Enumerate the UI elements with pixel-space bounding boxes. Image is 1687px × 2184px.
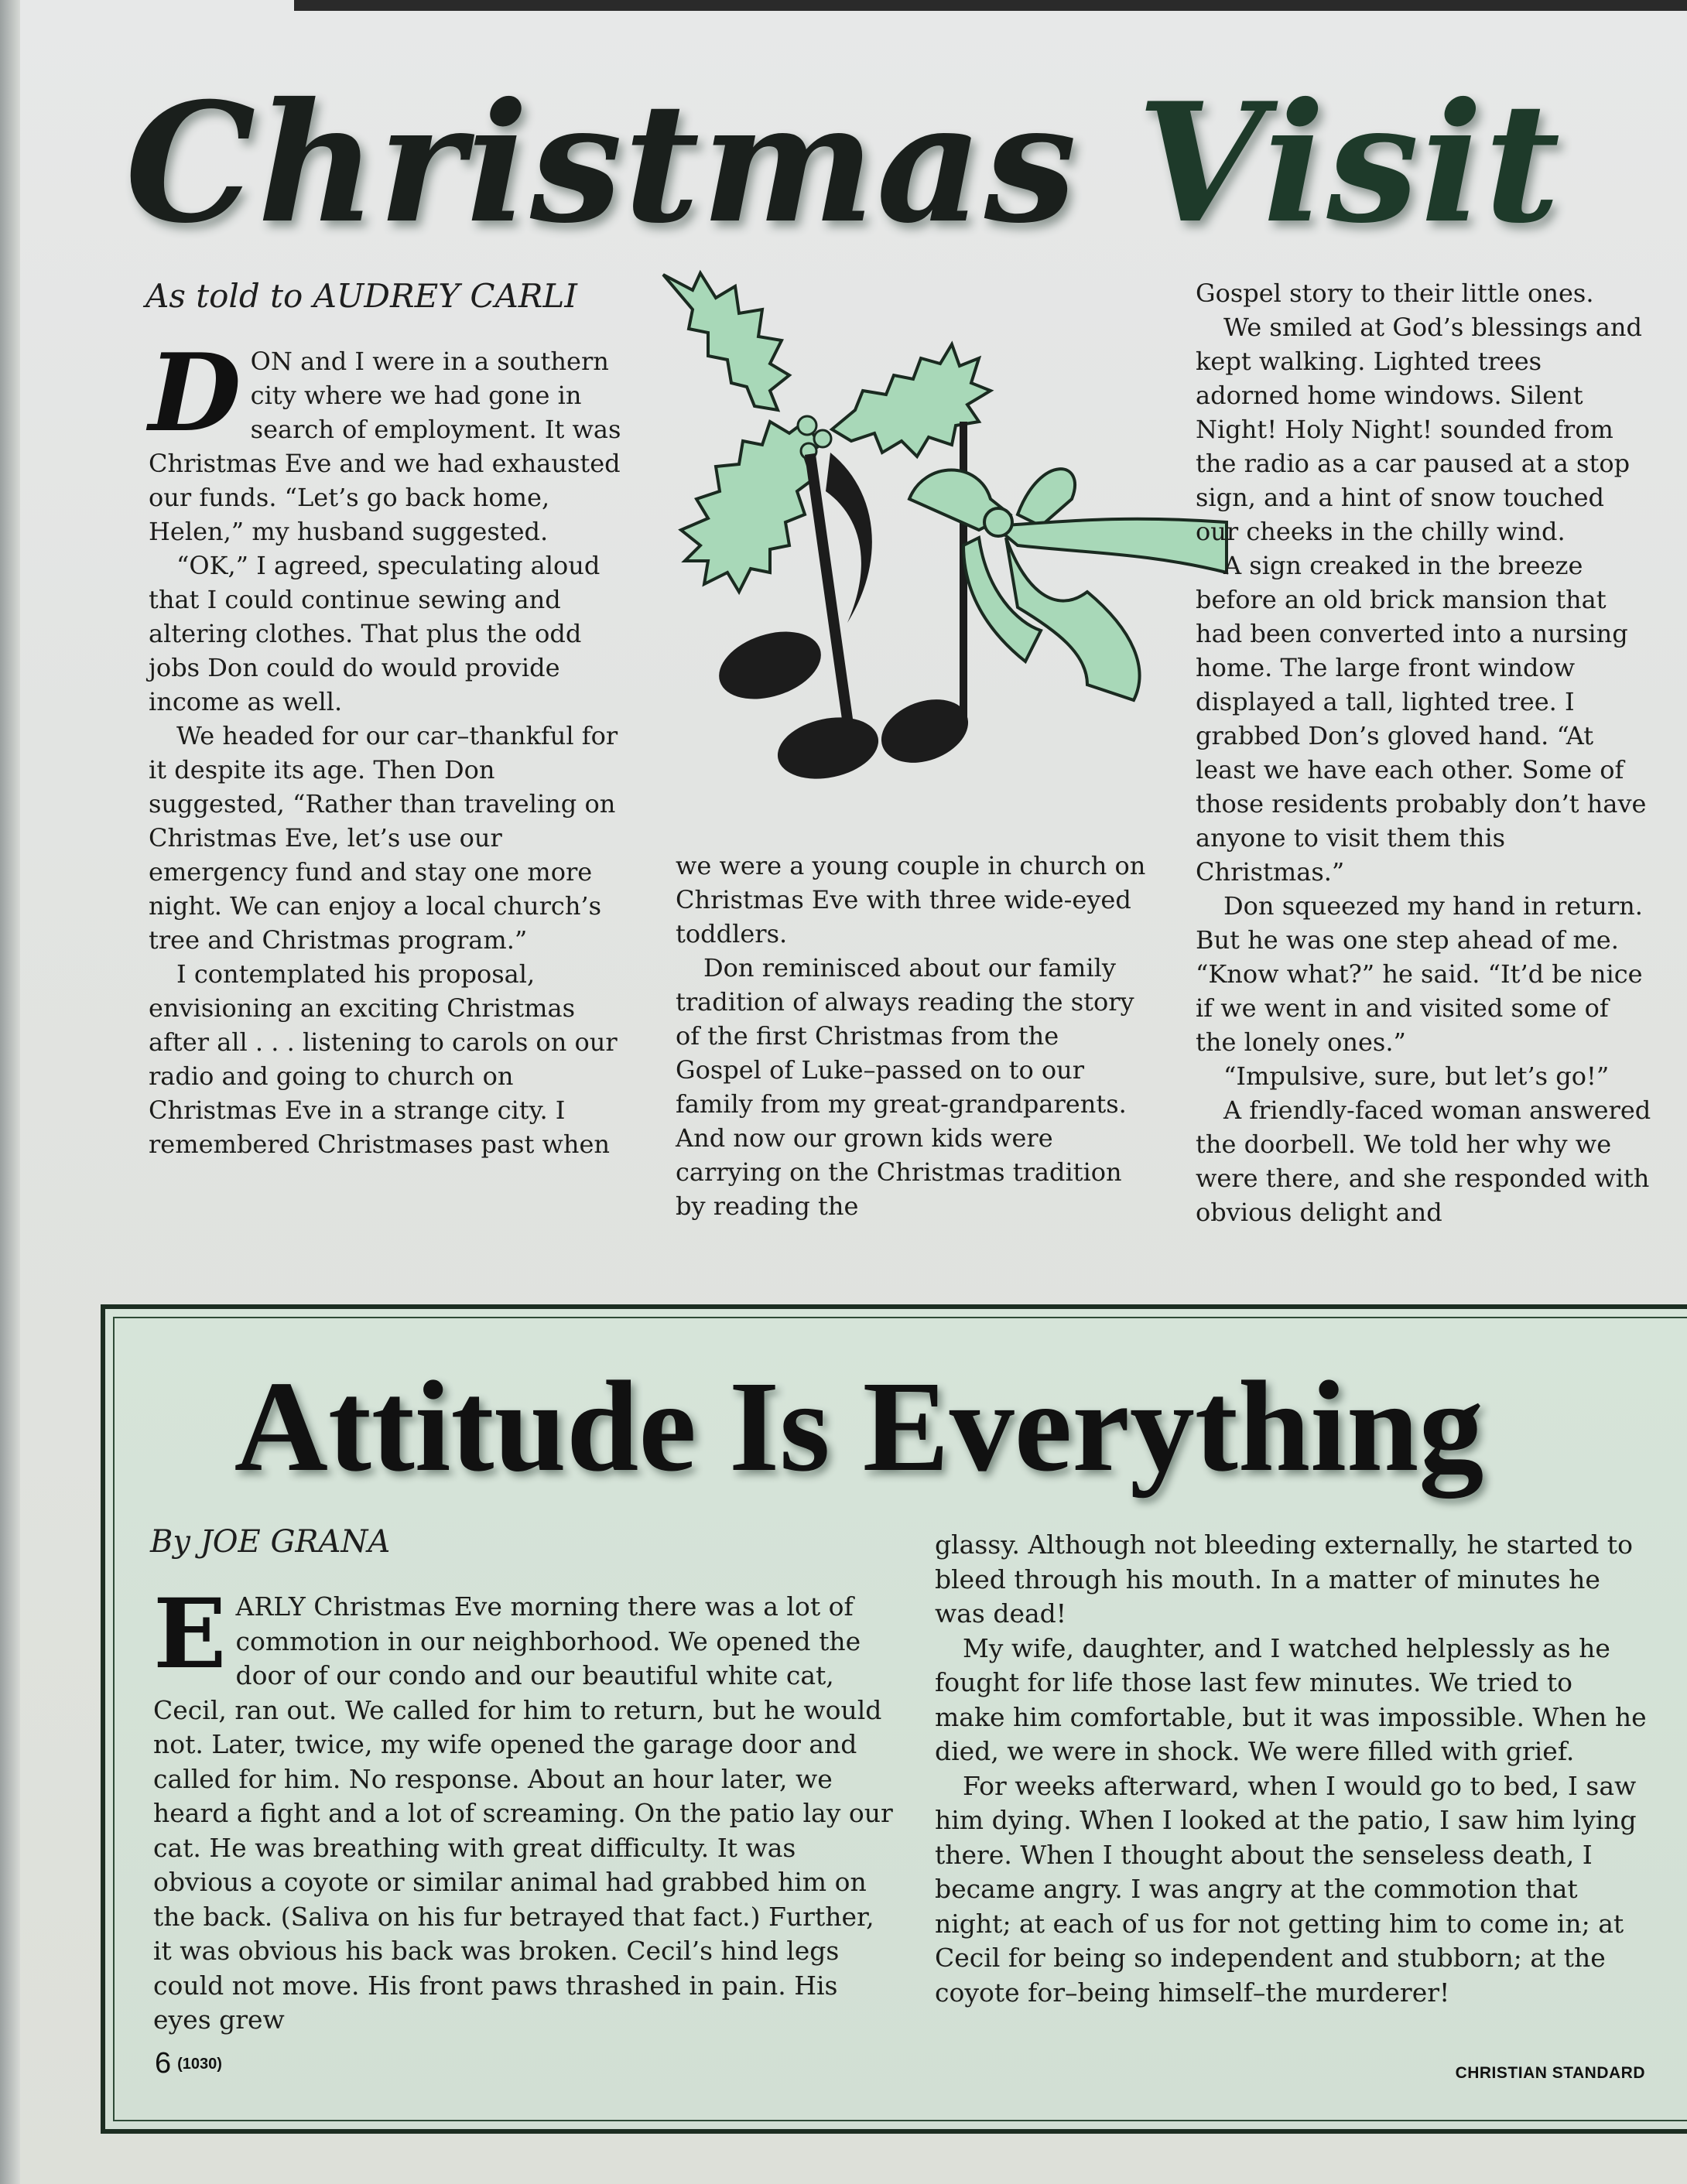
story1-para-9: A sign creaked in the breeze before an old brick mansion that had been converted into a nursing home. The large front window displayed a tall, lighted tree. I grabbed Don’s gloved hand. “At least we have each other. Some of those residents probably don’t have anyone to visit them this Christmas.” <box>1196 551 1647 887</box>
story1-para-6: Don reminisced about our family tradition of always reading the story of the first Christmas from the Gospel of Luke–passed on to our family from my great-grandparents. And now our grown kids were carrying on the Christmas tradition by reading the <box>676 953 1134 1221</box>
page-binding-edge <box>0 0 20 2184</box>
story2-para-2: glassy. Although not bleeding externally, he started to bleed through his mouth. In a matter of minutes he was dead! <box>935 1529 1633 1629</box>
story2-dropcap: E <box>153 1578 227 1690</box>
story1-para-3: We headed for our car–thankful for it despite its age. Then Don suggested, “Rather than traveling on Christmas Eve, let’s use our emergency fund and stay one more night. We can enjoy a local church’s tree and Christmas program.” <box>149 721 618 955</box>
story2-byline: By JOE GRANA <box>150 1524 391 1560</box>
story2-para-1: EARLY Christmas Eve morning there was a lot of commotion in our neighborhood. We opened the door of our condo and our beautiful white cat, Cecil, ran out. We called for him to return, but he would not. Later, twice, my wife opened the garage door and called for him. No response. About an hour later, we heard a fight and a lot of screaming. On the patio lay our cat. He was breathing with great difficulty. It was obvious a coyote or similar animal had grabbed him on the back. (Saliva on his fur betrayed that fact.) Further, it was obvious his back was broken. Cecil’s hind legs could not move. His front paws thrashed in pain. His eyes grew <box>153 1578 893 2035</box>
ribbon-bow-icon <box>909 469 1227 700</box>
story1-title <box>0 67 1687 259</box>
issue-page-number: (1030) <box>177 2056 222 2073</box>
publication-name: CHRISTIAN STANDARD <box>1455 2064 1645 2082</box>
story1-para-7: Gospel story to their little ones. <box>1196 279 1594 308</box>
story1-para-11: “Impulsive, sure, but let’s go!” <box>1223 1061 1610 1091</box>
story1-para-4: I contemplated his proposal, envisioning an exciting Christmas after all . . . listening to carols on our radio and going to church on Christmas Eve in a strange city. I remembered Christmases past when <box>149 959 618 1159</box>
story1-para-1: DON and I were in a southern city where we had gone in search of employment. It was Christmas Eve and we had exhausted our funds. “Let’s go back home, Helen,” my husband suggested. <box>149 330 621 546</box>
story2-column-1 <box>153 1578 896 2038</box>
story2-para-3: My wife, daughter, and I watched helplessly as he fought for life those last few minutes. We tried to make him comfortable, but it was impossible. When he died, we were in shock. We were filled with grief. <box>935 1632 1647 1766</box>
story1-column-3 <box>1196 276 1652 1229</box>
story1-column-1 <box>149 330 624 1161</box>
story2-column-2 <box>935 1528 1651 2010</box>
story1-column-2 <box>676 849 1151 1223</box>
story1-para-10: Don squeezed my hand in return. But he was one step ahead of me. “Know what?” he said. “It’d be nice if we went in and visited some of the lonely ones.” <box>1196 891 1643 1057</box>
story1-dropcap: D <box>149 330 241 456</box>
story1-para-2: “OK,” I agreed, speculating aloud that I could continue sewing and altering clothes. That plus the odd jobs Don could do would provide income as well. <box>149 551 601 716</box>
story1-title-main: Christmas <box>125 67 1079 259</box>
page-number: 6 (1030) <box>155 2047 222 2080</box>
story1-para-12: A friendly-faced woman answered the doorbell. We told her why we were there, and she responded with obvious delight and <box>1196 1095 1651 1227</box>
story1-para-5: we were a young couple in church on Christmas Eve with three wide-eyed toddlers. <box>676 851 1146 948</box>
top-edge-band <box>294 0 1687 11</box>
story2-para-4: For weeks afterward, when I would go to bed, I saw him dying. When I looked at the patio, I saw him lying there. When I thought about the senseless death, I became angry. I was angry at the commotion that night; at each of us for not getting him to come in; at Cecil for being so independent and stubborn; at the coyote for–being himself–the murderer! <box>935 1770 1637 2008</box>
story1-para-8: We smiled at God’s blessings and kept walking. Lighted trees adorned home windows. Silent Night! Holy Night! sounded from the radio as a car paused at a stop sign, and a hint of snow touched our cheeks in the chilly wind. <box>1196 313 1642 546</box>
story2-title: Attitude Is Everything <box>234 1355 1484 1499</box>
holly-music-notes-illustration <box>654 267 1234 793</box>
story1-byline: As told to AUDREY CARLI <box>145 277 577 315</box>
story1-title-accent: Visit <box>1137 67 1562 259</box>
